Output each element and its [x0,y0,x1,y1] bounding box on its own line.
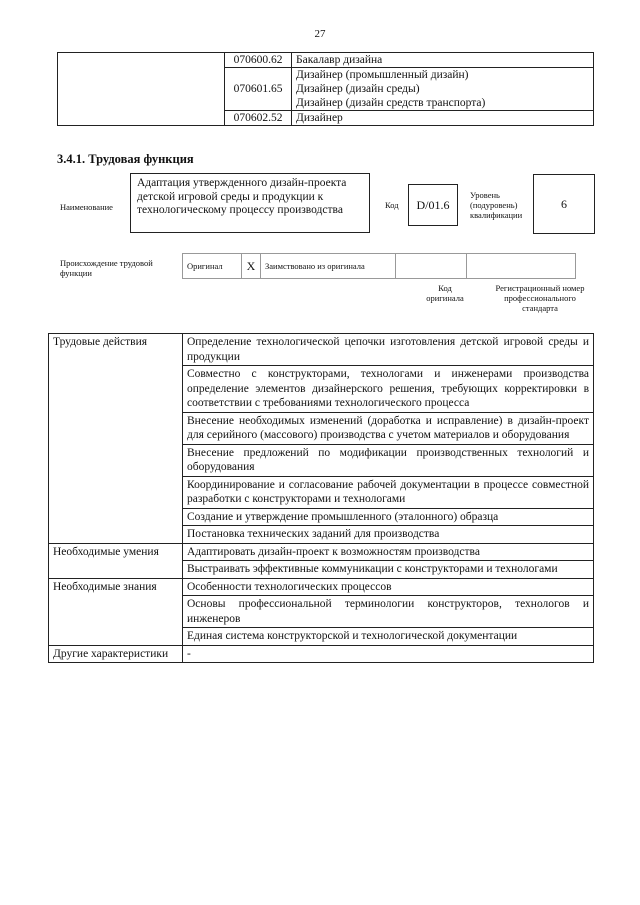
level-label [470,190,530,220]
labor-action: Создание и утверждение промышленного (эталонного) образца [183,508,594,526]
other-value: - [183,645,594,663]
level-label-line: квалификации [470,210,523,220]
caption-line: Код [438,283,452,293]
table-row [49,334,594,366]
level-label-line: Уровень [470,190,500,200]
skill: Выстраивать эффективные коммуникации с конструкторами и технологами [183,561,594,579]
knowledge-head: Необходимые знания [49,578,183,645]
qualification-name: Дизайнер (дизайн среды) [296,83,420,95]
origin-borrowed: Заимствовано из оригинала [261,254,396,279]
qualification-name: Бакалавр дизайна [292,53,594,68]
origin-mark: X [242,254,261,279]
function-code-value: D/01.6 [408,184,458,226]
caption-line: Регистрационный номер [495,283,585,293]
function-name-value: Адаптация утвержденного дизайн-проекта детской игровой среды и продукции к технологическому процессу производства [130,173,370,233]
skills-head: Необходимые умения [49,543,183,578]
labor-action: Совместно с конструкторами, технологами и инженерами производства определение элементов дизайнерского решения, требующих корректировки в соответствии с требованиями технологического процесса [183,366,594,413]
other-head: Другие характеристики [49,645,183,663]
origin-reg-cell [467,254,576,279]
origin-label: Происхождение трудовой функции [60,258,153,278]
labor-action: Постановка технических заданий для производства [183,526,594,544]
caption-line: оригинала [426,293,464,303]
table-row [49,543,594,561]
section-title: 3.4.1. Трудовая функция [57,152,194,166]
okso-code: 070601.65 [225,68,292,111]
knowledge-item: Особенности технологических процессов [183,578,594,596]
labor-action: Определение технологической цепочки изготовления детской игровой среды и продукции [183,334,594,366]
origin-reg-caption [485,283,595,313]
level-label-line: (подуровень) [470,200,518,210]
table-row [49,578,594,596]
qualification-name: Дизайнер [292,111,594,126]
okso-code: 070602.52 [225,111,292,126]
labor-action: Внесение необходимых изменений (доработка и исправление) в дизайн-проект для серийного (массового) производства с учетом материалов и оборудования [183,412,594,444]
function-details-table [48,333,594,663]
skill: Адаптировать дизайн-проект к возможностям производства [183,543,594,561]
labor-actions-head: Трудовые действия [49,334,183,544]
labor-action: Внесение предложений по модификации производственных технологий и оборудования [183,444,594,476]
code-label: Код [385,200,399,210]
table-row [49,645,594,663]
empty-cell [58,53,225,126]
origin-code-cell [396,254,467,279]
okso-code: 070600.62 [225,53,292,68]
origin-code-caption [410,283,480,303]
knowledge-item: Единая система конструкторской и технологической документации [183,628,594,646]
labor-action: Координирование и согласование рабочей документации в процессе совместной разработки с конструкторами и технологами [183,476,594,508]
qualification-name: Дизайнер (дизайн средств транспорта) [296,97,486,109]
table-row [183,254,576,279]
table-row [58,53,594,68]
caption-line: профессионального [504,293,576,303]
origin-table [182,253,576,279]
origin-original: Оригинал [183,254,242,279]
qualification-codes-table [57,52,594,126]
qualification-names [292,68,594,111]
level-value: 6 [533,174,595,234]
qualification-name: Дизайнер (промышленный дизайн) [296,69,469,81]
knowledge-item: Основы профессиональной терминологии конструкторов, технологов и инженеров [183,596,594,628]
page-number: 27 [314,28,326,40]
caption-line: стандарта [522,303,558,313]
name-label: Наименование [60,202,113,212]
